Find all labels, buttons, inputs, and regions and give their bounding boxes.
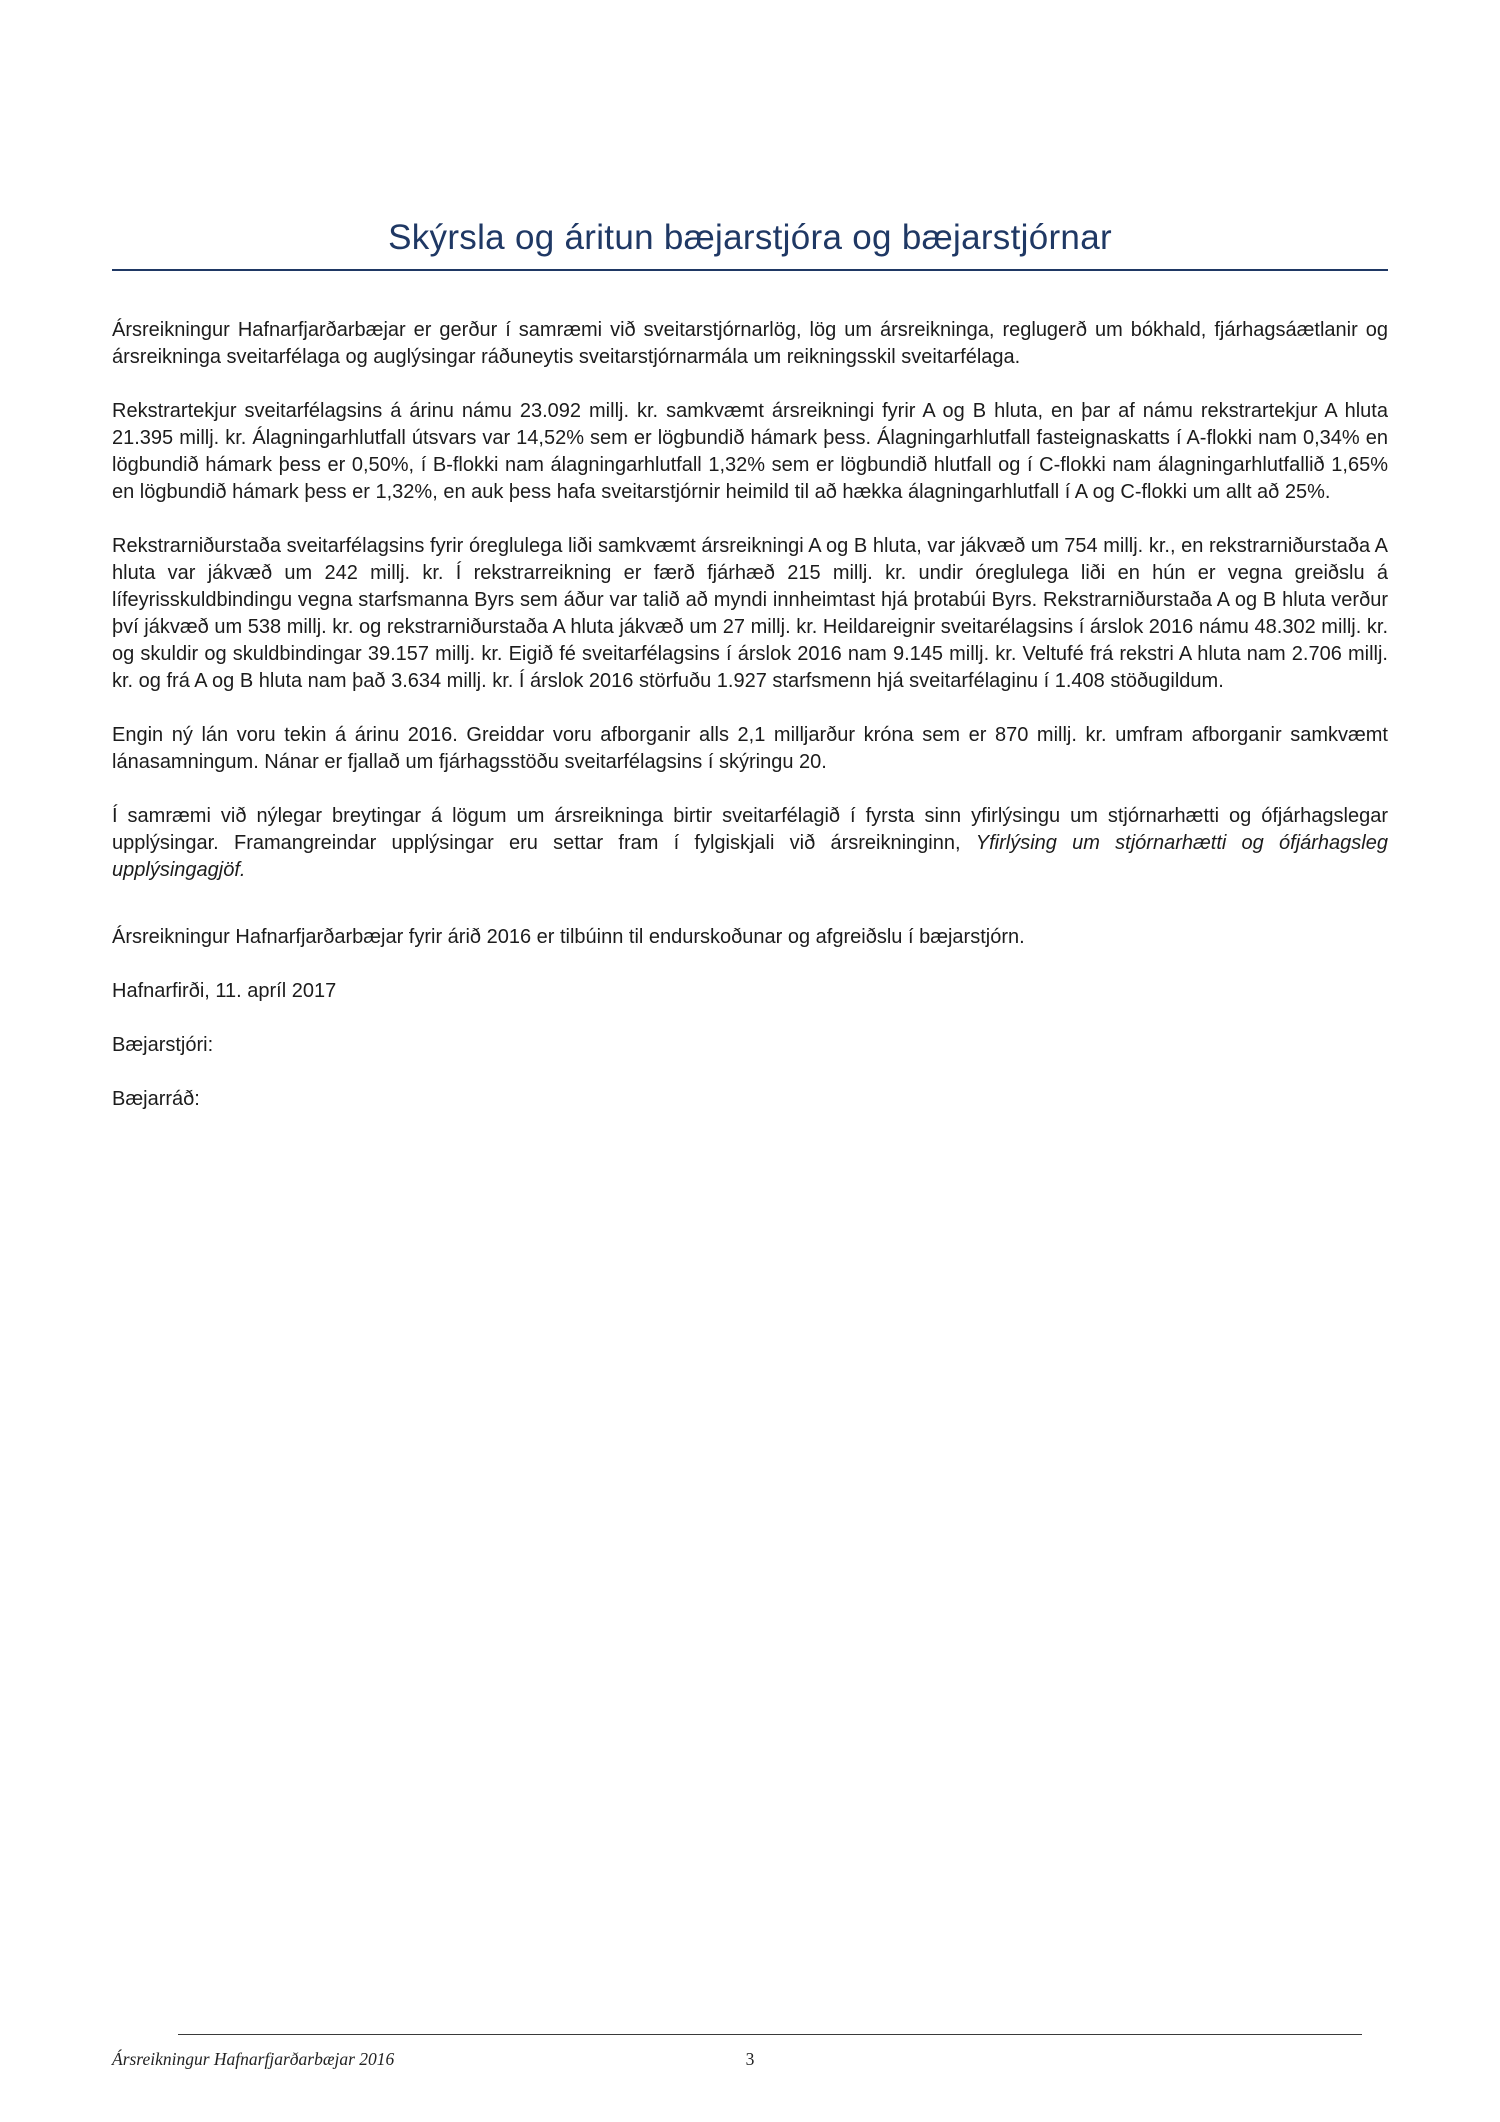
paragraph-operating-result: Rekstrarniðurstaða sveitarfélagsins fyrir óreglulega liði samkvæmt ársreikningi A og B hluta, var jákvæð um 754 millj. kr., en rekstrarniðurstaða A hluta var jákvæð um 242 millj. kr. Í rekstrarreikning er færð fjárhæð 215 millj. kr. undir óreglulega liði en hún er vegna greiðslu á lífeyrisskuldbindingu vegna starfsmanna Byrs sem áður var talið að myndi innheimtast hjá þrotabúi Byrs. Rekstrarniðurstaða A og B hluta verður því jákvæð um 538 millj. kr. og rekstrarniðurstaða A hluta jákvæð um 27 millj. kr. Heildareignir sveitarélagsins í árslok 2016 námu 48.302 millj. kr. og skuldir og skuldbindingar 39.157 millj. kr. Eigið fé sveitarfélagsins í árslok 2016 nam 9.145 millj. kr. Veltufé frá rekstri A hluta nam 2.706 millj. kr. og frá A og B hluta nam það 3.634 millj. kr. Í árslok 2016 störfuðu 1.927 starfsmenn hjá sveitarfélaginu í 1.408 stöðugildum. (112, 535, 1388, 692)
footer-page-number: 3 (745, 2049, 755, 2069)
paragraph-revenue: Rekstrartekjur sveitarfélagsins á árinu námu 23.092 millj. kr. samkvæmt ársreikningi fyrir A og B hluta, en þar af námu rekstrartekjur A hluta 21.395 millj. kr. Álagningarhlutfall útsvars var 14,52% sem er lögbundið hámark þess. Álagningarhlutfall fasteignaskatts í A-flokki nam 0,34% en lögbundið hámark þess er 0,50%, í B-flokki nam álagningarhlutfall 1,32% sem er lögbundið hlutfall og í C-flokki nam álagningarhlutfallið 1,65% en lögbundið hámark þess er 1,32%, en auk þess hafa sveitarstjórnir heimild til að hækka álagningarhlutfall í A og C-flokki um allt að 25%. (112, 400, 1388, 503)
paragraph-closing: Ársreikningur Hafnarfjarðarbæjar fyrir árið 2016 er tilbúinn til endurskoðunar og afgreiðslu í bæjarstjórn. (112, 926, 1025, 948)
signature-label-council: Bæjarráð: (112, 1088, 200, 1110)
page-footer (112, 2034, 1388, 2073)
document-body (112, 317, 1388, 1113)
paragraph-intro: Ársreikningur Hafnarfjarðarbæjar er gerður í samræmi við sveitarstjórnarlög, lög um ársreikninga, reglugerð um bókhald, fjárhagsáætlanir og ársreikninga sveitarfélaga og auglýsingar ráðuneytis sveitarstjórnarmála um reikningsskil sveitarfélaga. (112, 319, 1388, 368)
footer-document-title: Ársreikningur Hafnarfjarðarbæjar 2016 (112, 2049, 395, 2069)
page-title: Skýrsla og áritun bæjarstjóra og bæjarstjórnar (388, 218, 1112, 257)
footer-divider (178, 2034, 1362, 2035)
paragraph-governance-statement (112, 803, 1388, 884)
document-header (112, 218, 1388, 271)
footer-row (112, 2049, 1388, 2073)
signature-label-mayor: Bæjarstjóri: (112, 1034, 214, 1056)
paragraph-loans: Engin ný lán voru tekin á árinu 2016. Greiddar voru afborganir alls 2,1 milljarður króna sem er 870 millj. kr. umfram afborganir samkvæmt lánasamningum. Nánar er fjallað um fjárhagsstöðu sveitarfélagsins í skýringu 20. (112, 724, 1388, 773)
paragraph-governance-italic-title: Yfirlýsing um stjórnarhætti og ófjárhagsleg upplýsingagjöf. (112, 832, 1388, 881)
dateline: Hafnarfirði, 11. apríl 2017 (112, 980, 337, 1002)
paragraph-governance-normal-text: Í samræmi við nýlegar breytingar á lögum um ársreikninga birtir sveitarfélagið í fyrsta sinn yfirlýsingu um stjórnarhætti og ófjárhagslegar upplýsingar. Framangreindar upplýsingar eru settar fram í fylgiskjali við ársreikninginn, (112, 805, 1388, 854)
